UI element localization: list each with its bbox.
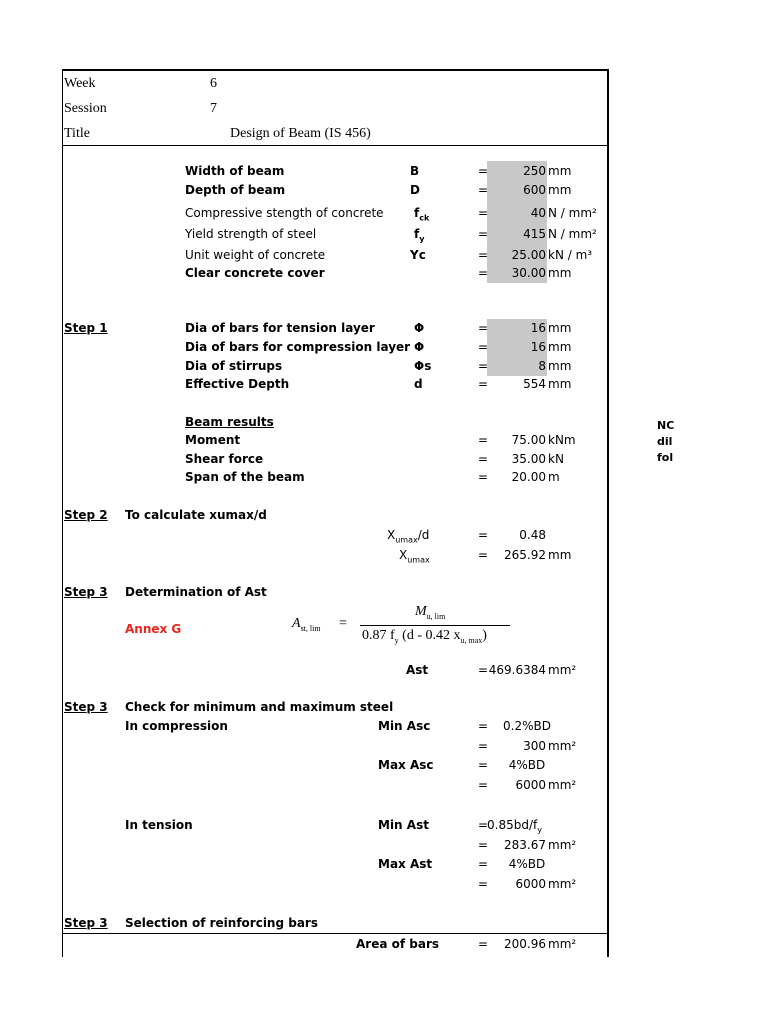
tension-eq: =	[478, 818, 489, 832]
step1-row-label: Dia of bars for tension layer	[185, 321, 375, 335]
xumax-d-label: $X_{umax}/d$	[387, 528, 430, 545]
input-unit: mm	[548, 183, 572, 197]
tension-label: Min Ast	[378, 818, 429, 832]
tension-eq: =	[478, 838, 489, 852]
result-eq: =	[478, 433, 489, 447]
input-label: Width of beam	[185, 164, 285, 178]
compression-label: Max Asc	[378, 758, 434, 772]
step1-row-unit: mm	[548, 359, 572, 373]
compression-eq: =	[478, 778, 489, 792]
step1-row-label: Dia of bars for compression layer	[185, 340, 411, 354]
step1-label: Step 1	[64, 321, 108, 335]
xumax-label: $X_{umax}$	[399, 548, 430, 565]
input-eq: =	[478, 227, 489, 241]
area-of-bars-eq: =	[478, 937, 489, 951]
side-note-2: dil	[657, 435, 673, 448]
compression-unit: mm²	[548, 739, 577, 753]
xumax-unit: mm	[548, 548, 572, 562]
compression-label: Min Asc	[378, 719, 431, 733]
step1-row-eq: =	[478, 377, 489, 391]
week-value: 6	[210, 76, 217, 91]
compression-value: 6000	[515, 778, 546, 792]
input-value: 600	[523, 183, 546, 197]
beam-results-heading: Beam results	[185, 415, 274, 429]
input-symbol: D	[410, 183, 420, 197]
result-label: Span of the beam	[185, 470, 305, 484]
compression-eq: =	[478, 758, 489, 772]
step1-row-eq: =	[478, 340, 489, 354]
compression-value: 4%BD	[508, 758, 546, 772]
input-eq: =	[478, 266, 489, 280]
result-value: 35.00	[511, 452, 546, 466]
result-unit: kNm	[548, 433, 576, 447]
input-label: Clear concrete cover	[185, 266, 325, 280]
frame-left	[62, 69, 63, 957]
tension-unit: mm²	[548, 877, 577, 891]
annex-g-label: Annex G	[125, 622, 182, 636]
tension-eq: =	[478, 877, 489, 891]
step3-check-title: Check for minimum and maximum steel	[125, 700, 394, 714]
input-label: Depth of beam	[185, 183, 286, 197]
step1-row-value: 554	[523, 377, 546, 391]
formula-lhs: $A_{st, lim}$	[292, 616, 321, 633]
input-symbol: Yc	[410, 248, 426, 262]
step1-row-value: 16	[530, 340, 546, 354]
input-unit: N / mm²	[548, 227, 597, 241]
compression-eq: =	[478, 719, 489, 733]
result-unit: m	[548, 470, 560, 484]
tension-unit: mm²	[548, 838, 577, 852]
step1-row-unit: mm	[548, 340, 572, 354]
result-label: Moment	[185, 433, 241, 447]
tension-eq: =	[478, 857, 489, 871]
input-unit: N / mm²	[548, 206, 597, 220]
input-unit: mm	[548, 266, 572, 280]
ast-unit: mm²	[548, 663, 577, 677]
area-of-bars-label: Area of bars	[356, 937, 440, 951]
tension-label: Max Ast	[378, 857, 433, 871]
tension-value: 6000	[515, 877, 546, 891]
xumax-eq: =	[478, 548, 489, 562]
xumax-d-value: 0.48	[519, 528, 546, 542]
step3-selection-label: Step 3	[64, 916, 108, 930]
step2-label: Step 2	[64, 508, 108, 522]
step1-row-unit: mm	[548, 377, 572, 391]
ast-eq: =	[478, 663, 489, 677]
title-label: Title	[64, 126, 90, 141]
input-label: Compressive stength of concrete	[185, 206, 384, 220]
step3-ast-title: Determination of Ast	[125, 585, 267, 599]
input-eq: =	[478, 206, 489, 220]
step1-row-eq: =	[478, 359, 489, 373]
step1-row-symbol: Φ	[414, 340, 425, 354]
step1-row-value: 16	[530, 321, 546, 335]
week-label: Week	[64, 76, 96, 91]
frame-top	[62, 69, 608, 71]
step1-row-label: Dia of stirrups	[185, 359, 283, 373]
input-symbol: $f_y$	[414, 227, 425, 244]
side-note-1: NC	[657, 419, 675, 432]
result-eq: =	[478, 470, 489, 484]
ast-formula	[290, 603, 520, 653]
in-tension-label: In tension	[125, 818, 193, 832]
input-symbol: B	[410, 164, 420, 178]
step1-row-unit: mm	[548, 321, 572, 335]
session-value: 7	[210, 101, 217, 116]
step1-row-symbol: d	[414, 377, 423, 391]
step1-row-eq: =	[478, 321, 489, 335]
area-of-bars-unit: mm²	[548, 937, 577, 951]
input-eq: =	[478, 164, 489, 178]
input-value: 25.00	[511, 248, 546, 262]
result-unit: kN	[548, 452, 564, 466]
result-eq: =	[478, 452, 489, 466]
step3-check-label: Step 3	[64, 700, 108, 714]
input-label: Unit weight of concrete	[185, 248, 326, 262]
compression-eq: =	[478, 739, 489, 753]
tension-value: 283.67	[504, 838, 546, 852]
step1-row-symbol: Φs	[414, 359, 432, 373]
tension-value: $0.85bd/f_y$	[487, 818, 542, 835]
step3-selection-title: Selection of reinforcing bars	[125, 916, 318, 930]
ast-label: Ast	[406, 663, 429, 677]
formula-eq: =	[339, 616, 347, 631]
result-label: Shear force	[185, 452, 264, 466]
formula-fraction-bar	[360, 625, 510, 626]
input-label: Yield strength of steel	[185, 227, 317, 241]
input-value: 40	[530, 206, 546, 220]
session-label: Session	[64, 101, 107, 116]
formula-numerator: $M_{u, lim}$	[415, 604, 446, 621]
compression-value: 300	[523, 739, 546, 753]
tension-value: 4%BD	[508, 857, 546, 871]
ast-value: 469.6384	[488, 663, 546, 677]
step2-title: To calculate xumax/d	[125, 508, 267, 522]
result-value: 20.00	[511, 470, 546, 484]
input-cells-main	[487, 161, 547, 283]
area-of-bars-value: 200.96	[504, 937, 546, 951]
side-note-3: fol	[657, 451, 674, 464]
formula-denominator: 0.87 $f_y$ (d - 0.42 $x_{u, max}$)	[362, 628, 487, 645]
input-unit: mm	[548, 164, 572, 178]
input-eq: =	[478, 248, 489, 262]
input-value: 250	[523, 164, 546, 178]
input-symbol: $f_{ck}$	[414, 206, 430, 223]
step3-ast-label: Step 3	[64, 585, 108, 599]
input-value: 30.00	[511, 266, 546, 280]
xumax-value: 265.92	[504, 548, 546, 562]
in-compression-label: In compression	[125, 719, 228, 733]
xumax-d-eq: =	[478, 528, 489, 542]
step1-row-label: Effective Depth	[185, 377, 290, 391]
step1-row-symbol: Φ	[414, 321, 425, 335]
section-divider	[62, 933, 608, 934]
frame-right	[607, 69, 609, 957]
compression-value: 0.2%BD	[503, 719, 551, 733]
input-eq: =	[478, 183, 489, 197]
result-value: 75.00	[511, 433, 546, 447]
input-unit: kN / m³	[548, 248, 593, 262]
input-value: 415	[523, 227, 546, 241]
header-divider	[62, 145, 608, 146]
title-value: Design of Beam (IS 456)	[230, 126, 371, 141]
compression-unit: mm²	[548, 778, 577, 792]
step1-row-value: 8	[538, 359, 546, 373]
